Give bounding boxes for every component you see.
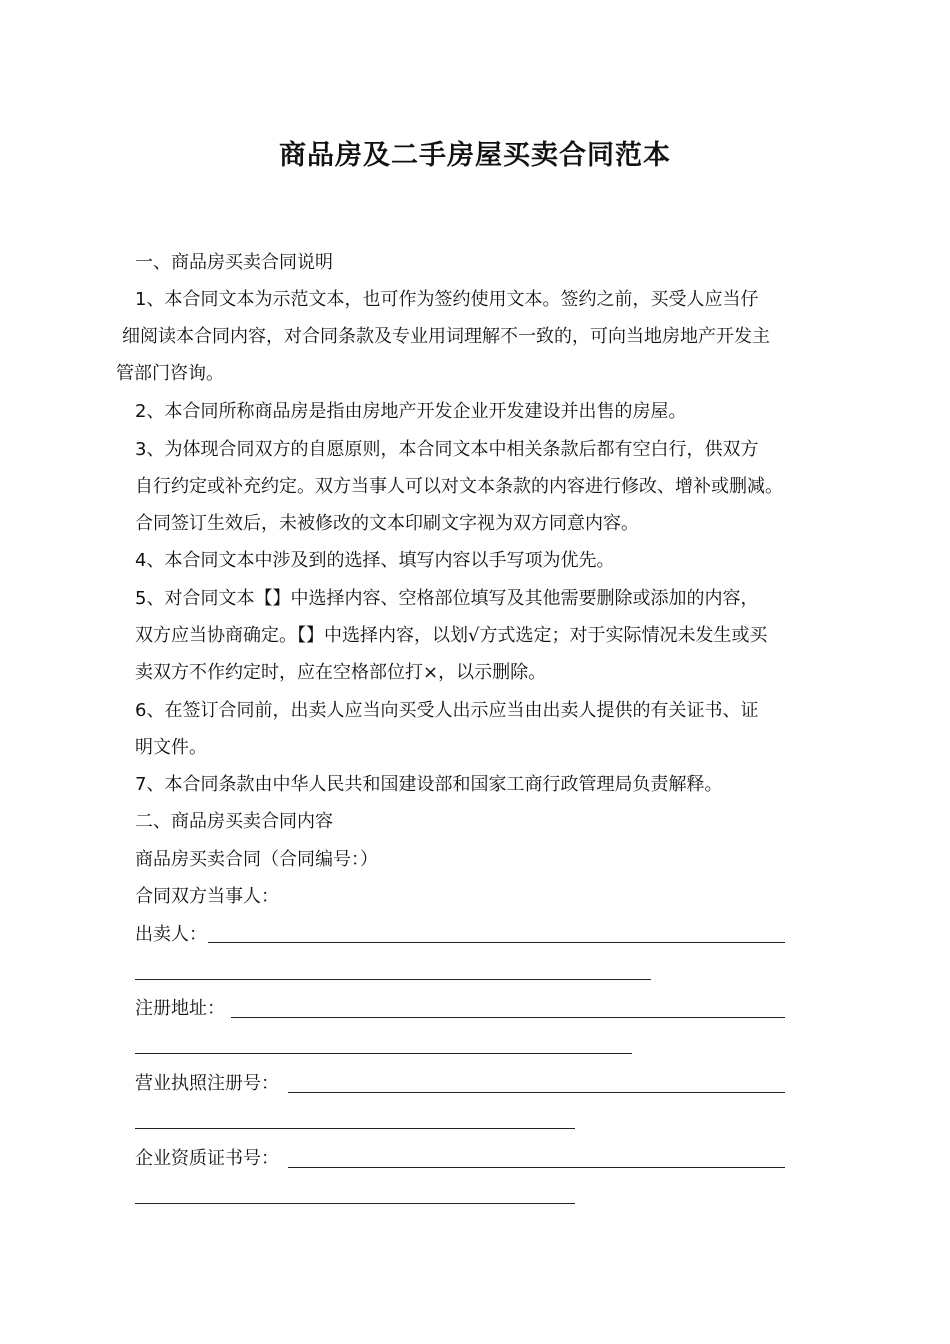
paragraph-line: 1、本合同文本为示范文本，也可作为签约使用文本。签约之前，买受人应当仔 bbox=[135, 289, 759, 310]
paragraph-line: 2、本合同所称商品房是指由房地产开发企业开发建设并出售的房屋。 bbox=[135, 401, 687, 422]
paragraph-line: 商品房买卖合同（合同编号：） bbox=[135, 849, 378, 870]
paragraph-line: 自行约定或补充约定。双方当事人可以对文本条款的内容进行修改、增补或删减。 bbox=[135, 476, 783, 497]
section-heading: 一、商品房买卖合同说明 bbox=[135, 252, 333, 273]
seller-input-line-continued[interactable] bbox=[135, 979, 651, 980]
certificate-field-label: 企业资质证书号： bbox=[135, 1148, 279, 1169]
certificate-input-line[interactable] bbox=[288, 1167, 785, 1168]
paragraph-line: 合同签订生效后，未被修改的文本印刷文字视为双方同意内容。 bbox=[135, 513, 639, 534]
paragraph-line: 管部门咨询。 bbox=[116, 363, 224, 384]
paragraph-line: 合同双方当事人： bbox=[135, 886, 279, 907]
paragraph-line: 6、在签订合同前，出卖人应当向买受人出示应当由出卖人提供的有关证书、证 bbox=[135, 700, 759, 721]
seller-field-label: 出卖人： bbox=[135, 924, 207, 945]
paragraph-line: 细阅读本合同内容，对合同条款及专业用词理解不一致的，可向当地房地产开发主 bbox=[122, 326, 770, 347]
address-input-line[interactable] bbox=[231, 1017, 785, 1018]
certificate-input-line-continued[interactable] bbox=[135, 1203, 575, 1204]
license-input-line-continued[interactable] bbox=[135, 1128, 575, 1129]
address-input-line-continued[interactable] bbox=[135, 1053, 632, 1054]
address-field-label: 注册地址： bbox=[135, 998, 225, 1019]
seller-input-line[interactable] bbox=[208, 942, 785, 943]
license-field-label: 营业执照注册号： bbox=[135, 1073, 279, 1094]
paragraph-line: 5、对合同文本【】中选择内容、空格部位填写及其他需要删除或添加的内容， bbox=[135, 588, 759, 609]
paragraph-line: 明文件。 bbox=[135, 737, 207, 758]
section-heading: 二、商品房买卖合同内容 bbox=[135, 811, 333, 832]
paragraph-line: 双方应当协商确定。【】中选择内容，以划√方式选定；对于实际情况未发生或买 bbox=[135, 625, 768, 646]
paragraph-line: 7、本合同条款由中华人民共和国建设部和国家工商行政管理局负责解释。 bbox=[135, 774, 723, 795]
paragraph-line: 3、为体现合同双方的自愿原则，本合同文本中相关条款后都有空白行，供双方 bbox=[135, 439, 759, 460]
document-title: 商品房及二手房屋买卖合同范本 bbox=[279, 140, 671, 171]
paragraph-line: 卖双方不作约定时，应在空格部位打×，以示删除。 bbox=[135, 662, 547, 683]
paragraph-line: 4、本合同文本中涉及到的选择、填写内容以手写项为优先。 bbox=[135, 550, 615, 571]
license-input-line[interactable] bbox=[288, 1092, 785, 1093]
